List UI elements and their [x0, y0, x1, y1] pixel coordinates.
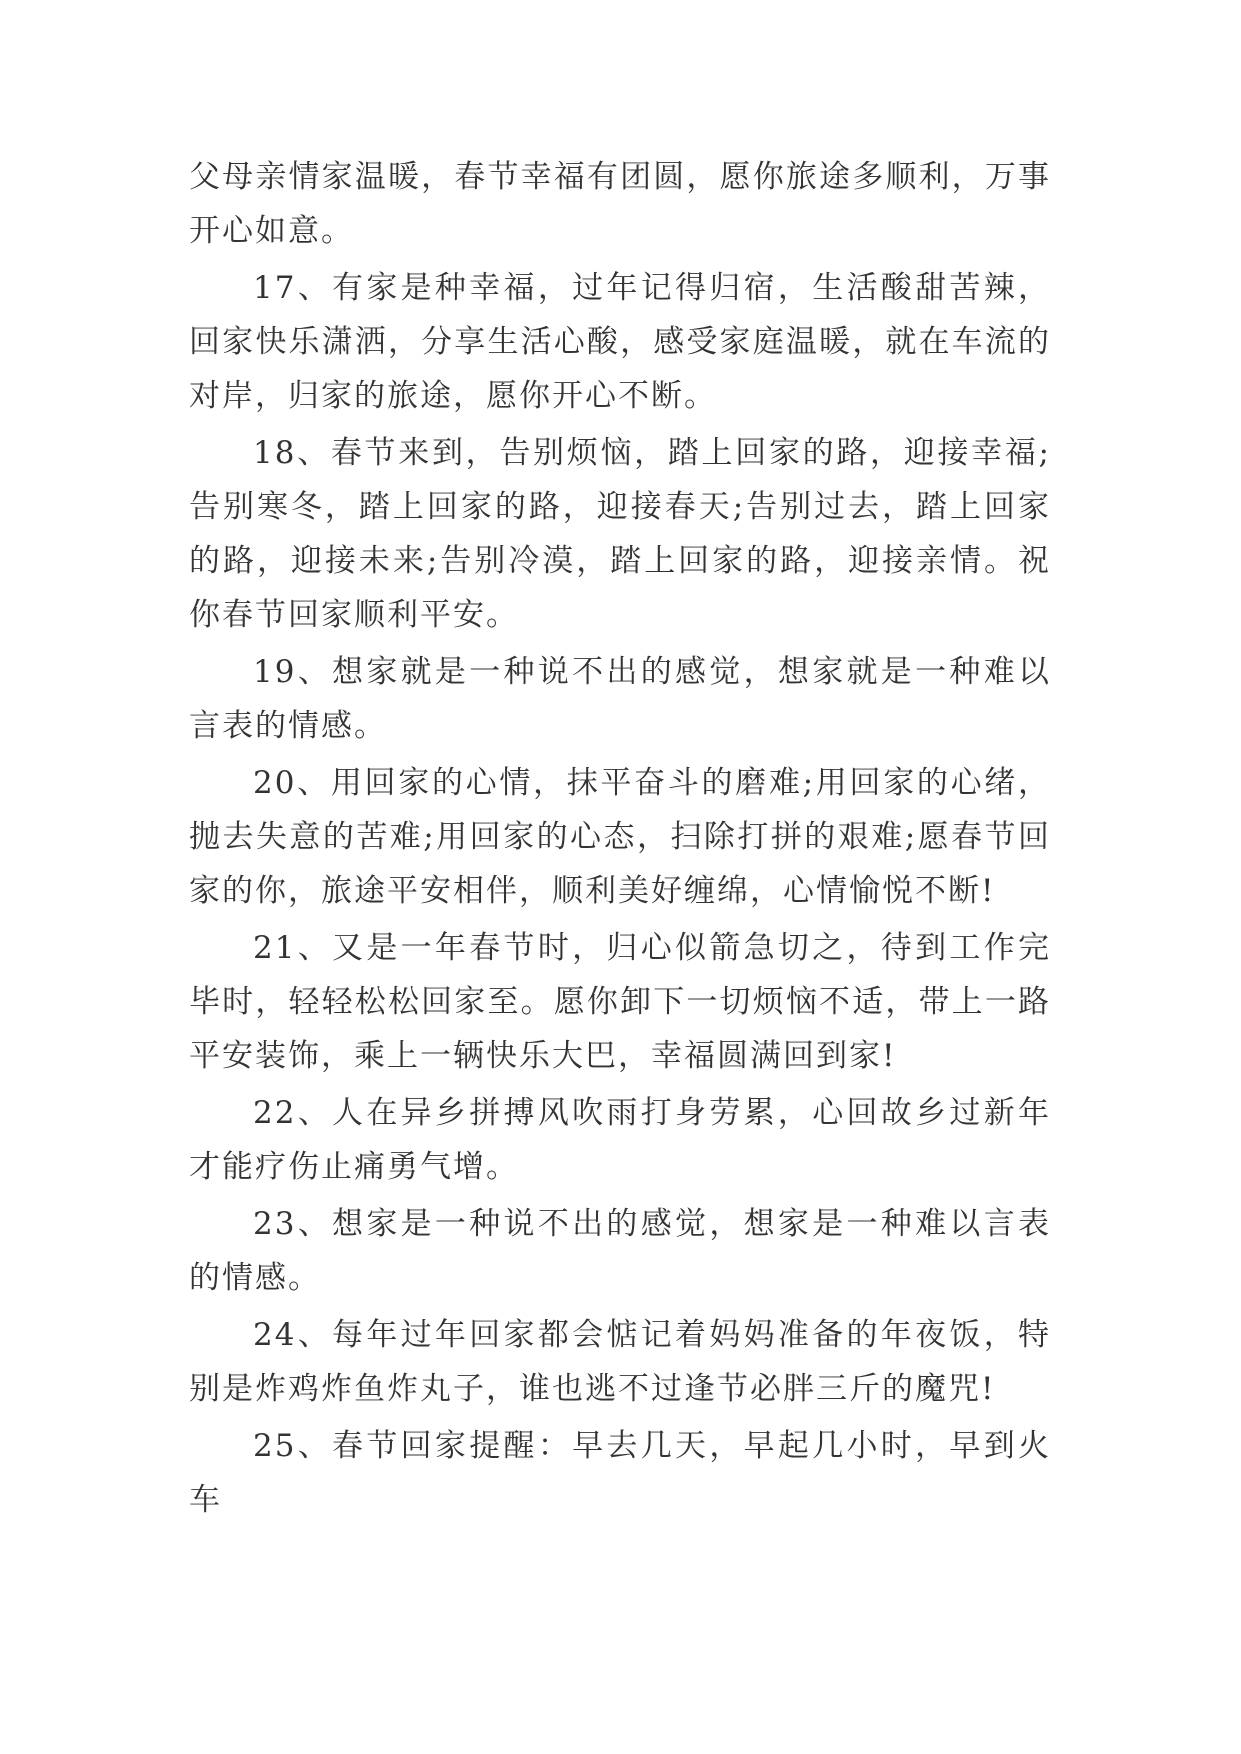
paragraph-21: 21、又是一年春节时，归心似箭急切之，待到工作完毕时，轻轻松松回家至。愿你卸下一切烦恼不适，带上一路平安装饰，乘上一辆快乐大巴，幸福圆满回到家! — [189, 930, 1051, 1074]
paragraph-25: 25、春节回家提醒：早去几天，早起几小时，早到火车 — [189, 1428, 1051, 1518]
paragraph-17: 17、有家是种幸福，过年记得归宿，生活酸甜苦辣，回家快乐潇洒，分享生活心酸，感受家庭温暖，就在车流的对岸，归家的旅途，愿你开心不断。 — [189, 270, 1051, 414]
paragraph-20: 20、用回家的心情，抹平奋斗的磨难;用回家的心绪，抛去失意的苦难;用回家的心态，扫除打拼的艰难;愿春节回家的你，旅途平安相伴，顺利美好缠绵，心情愉悦不断! — [189, 765, 1051, 909]
paragraph-22: 22、人在异乡拼搏风吹雨打身劳累，心回故乡过新年才能疗伤止痛勇气增。 — [189, 1095, 1051, 1185]
paragraph-23: 23、想家是一种说不出的感觉，想家是一种难以言表的情感。 — [189, 1206, 1051, 1296]
paragraph: 父母亲情家温暖，春节幸福有团圆，愿你旅途多顺利，万事开心如意。 — [189, 159, 1051, 249]
paragraph-19: 19、想家就是一种说不出的感觉，想家就是一种难以言表的情感。 — [189, 654, 1051, 744]
paragraph-18: 18、春节来到，告别烦恼，踏上回家的路，迎接幸福;告别寒冬，踏上回家的路，迎接春天;告别过去，踏上回家的路，迎接未来;告别冷漠，踏上回家的路，迎接亲情。祝你春节回家顺利平安。 — [189, 435, 1051, 633]
document-body — [189, 150, 1051, 1530]
paragraph-24: 24、每年过年回家都会惦记着妈妈准备的年夜饭，特别是炸鸡炸鱼炸丸子，谁也逃不过逢节必胖三斤的魔咒! — [189, 1317, 1051, 1407]
